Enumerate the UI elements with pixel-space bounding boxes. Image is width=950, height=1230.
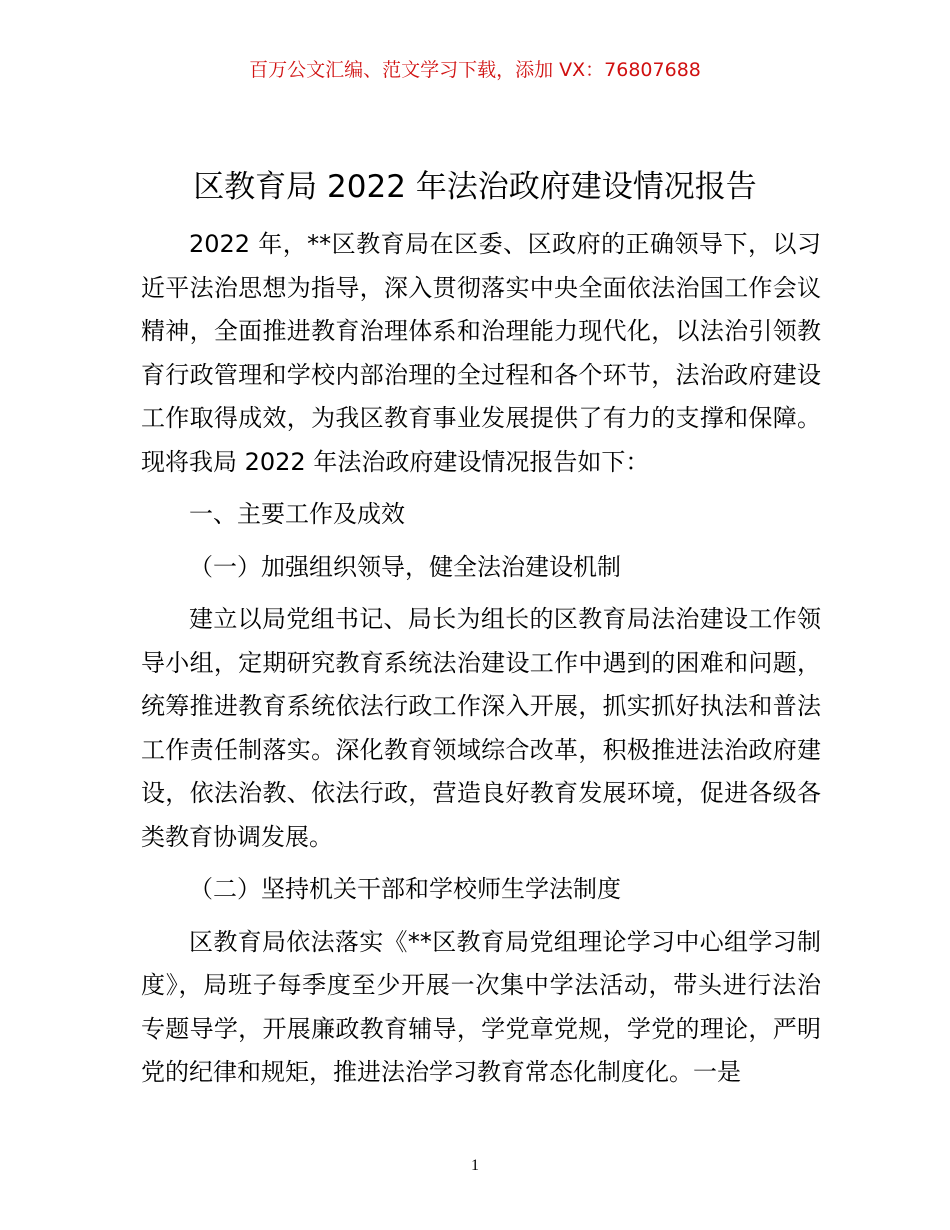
- section-heading: 一、主要工作及成效: [189, 500, 405, 528]
- subsection-heading: （二）坚持机关干部和学校师生学法制度: [189, 875, 621, 903]
- subsection-paragraph: 区教育局依法落实《**区教育局党组理论学习中心组学习制度》，局班子每季度至少开展一次集中学法活动，带头进行法治专题导学，开展廉政教育辅导，学党章党规，学党的理论，严明党的纪律和规矩，推进法治学习教育常态化制度化。一是: [141, 927, 821, 1086]
- intro-paragraph: 2022 年，**区教育局在区委、区政府的正确领导下，以习近平法治思想为指导，深入贯彻落实中央全面依法治国工作会议精神，全面推进教育治理体系和治理能力现代化，以法治引领教育行政管理和学校内部治理的全过程和各个环节，法治政府建设工作取得成效，为我区教育事业发展提供了有力的支撑和保障。现将我局 2022 年法治政府建设情况报告如下：: [141, 230, 821, 476]
- page-number: 1: [471, 1157, 479, 1174]
- subsection-paragraph: 建立以局党组书记、局长为组长的区教育局法治建设工作领导小组，定期研究教育系统法治建设工作中遇到的困难和问题，统筹推进教育系统依法行政工作深入开展，抓实抓好执法和普法工作责任制落实。深化教育领域综合改革，积极推进法治政府建设，依法治教、依法行政，营造良好教育发展环境，促进各级各类教育协调发展。: [141, 605, 821, 851]
- header-banner: 百万公文汇编、范文学习下载，添加 VX：76807688: [249, 59, 701, 81]
- document-title: 区教育局 2022 年法治政府建设情况报告: [193, 169, 757, 205]
- document-body: [141, 223, 821, 1104]
- subsection-heading: （一）加强组织领导，健全法治建设机制: [189, 552, 621, 581]
